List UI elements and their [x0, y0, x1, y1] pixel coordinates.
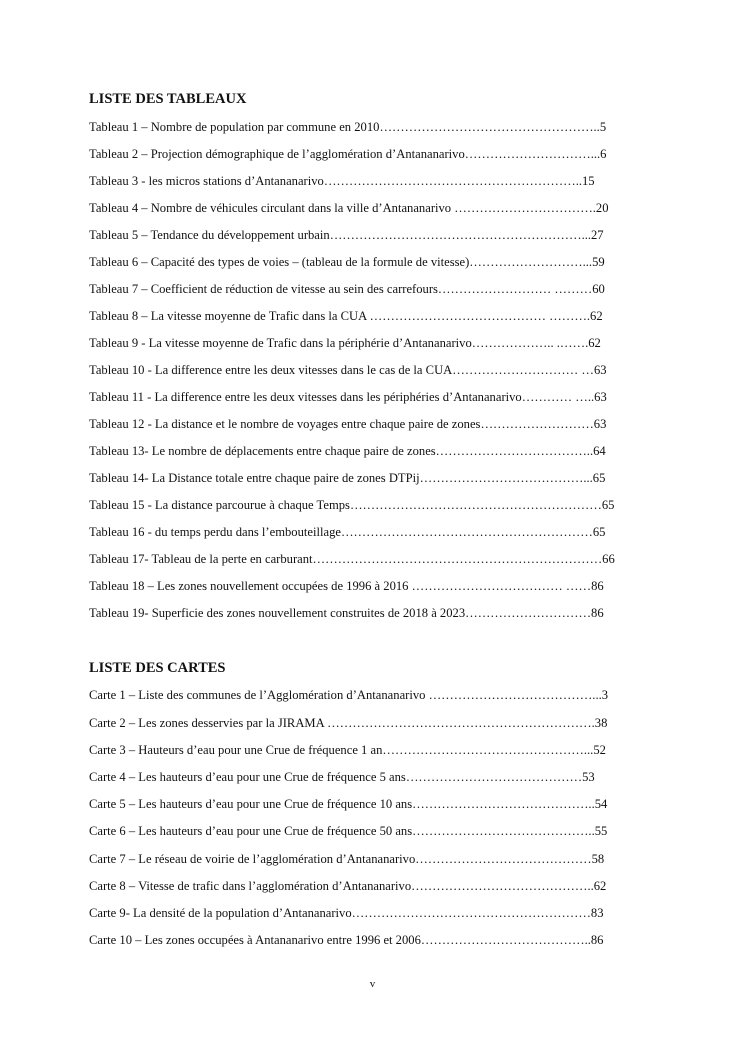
page-number: v: [369, 978, 376, 990]
map-entry-2: Carte 2 – Les zones desservies par la JIRAMA ……………………………………………………….38: [89, 716, 608, 730]
table-entry-13: Tableau 13- Le nombre de déplacements entre chaque paire de zones………………………………..64: [89, 444, 606, 458]
table-entry-15: Tableau 15 - La distance parcourue à chaque Temps……………………………………………………65: [89, 498, 615, 512]
table-entry-5: Tableau 5 – Tendance du développement urbain……………………………………………………...27: [89, 228, 604, 242]
table-entry-11: Tableau 11 - La difference entre les deux vitesses dans les périphéries d’Antananarivo………… …..63: [89, 390, 607, 404]
table-entry-9: Tableau 9 - La vitesse moyenne de Trafic dans la périphérie d’Antananarivo……………….. .…….62: [89, 336, 601, 350]
table-entry-17: Tableau 17- Tableau de la perte en carburant……………………………………………………………66: [89, 552, 615, 566]
map-entry-6: Carte 6 – Les hauteurs d’eau pour une Crue de fréquence 50 ans……………………………………..55: [89, 824, 608, 838]
map-entry-10: Carte 10 – Les zones occupées à Antananarivo entre 1996 et 2006…………………………………..86: [89, 933, 604, 947]
map-entry-9: Carte 9- La densité de la population d’Antananarivo…………………………………………………83: [89, 906, 604, 920]
map-entry-3: Carte 3 – Hauteurs d’eau pour une Crue de fréquence 1 an…………………………………………...52: [89, 743, 606, 757]
map-entry-7: Carte 7 – Le réseau de voirie de l’agglomération d’Antananarivo……………………………………58: [89, 852, 605, 866]
table-entry-4: Tableau 4 – Nombre de véhicules circulant dans la ville d’Antananarivo …………………………….20: [89, 201, 609, 215]
map-entry-1: Carte 1 – Liste des communes de l’Agglomération d’Antananarivo …………………………………...3: [89, 688, 609, 702]
map-entry-5: Carte 5 – Les hauteurs d’eau pour une Crue de fréquence 10 ans……………………………………..54: [89, 797, 608, 811]
map-entry-8: Carte 8 – Vitesse de trafic dans l’agglomération d’Antananarivo……………………………………..62: [89, 879, 607, 893]
table-entry-19: Tableau 19- Superficie des zones nouvellement construites de 2018 à 2023…………………………86: [89, 606, 604, 620]
table-entry-2: Tableau 2 – Projection démographique de l’agglomération d’Antananarivo…………………………...6: [89, 147, 607, 161]
table-entry-7: Tableau 7 – Coefficient de réduction de vitesse au sein des carrefours……………………… ………60: [89, 282, 605, 296]
table-entry-12: Tableau 12 - La distance et le nombre de voyages entre chaque paire de zones………………………63: [89, 417, 607, 431]
map-entry-4: Carte 4 – Les hauteurs d’eau pour une Crue de fréquence 5 ans……………………………………53: [89, 770, 595, 784]
table-entry-14: Tableau 14- La Distance totale entre chaque paire de zones DTPij…………………………………...65: [89, 471, 606, 485]
tables-heading: LISTE DES TABLEAUX: [89, 91, 247, 107]
maps-heading: LISTE DES CARTES: [89, 660, 226, 676]
table-entry-18: Tableau 18 – Les zones nouvellement occupées de 1996 à 2016 ……………………………… ……86: [89, 579, 604, 593]
table-entry-1: Tableau 1 – Nombre de population par commune en 2010……………………………………………..5: [89, 120, 607, 134]
table-entry-3: Tableau 3 - les micros stations d’Antananarivo……………………………………………………..15: [89, 174, 595, 188]
table-entry-16: Tableau 16 - du temps perdu dans l’embouteillage……………………………………………………65: [89, 525, 606, 539]
table-entry-6: Tableau 6 – Capacité des types de voies – (tableau de la formule de vitesse)………………………...59: [89, 255, 605, 269]
table-entry-8: Tableau 8 – La vitesse moyenne de Trafic dans la CUA …………………………………… ……….62: [89, 309, 603, 323]
table-entry-10: Tableau 10 - La difference entre les deux vitesses dans le cas de la CUA………………………… …63: [89, 363, 607, 377]
